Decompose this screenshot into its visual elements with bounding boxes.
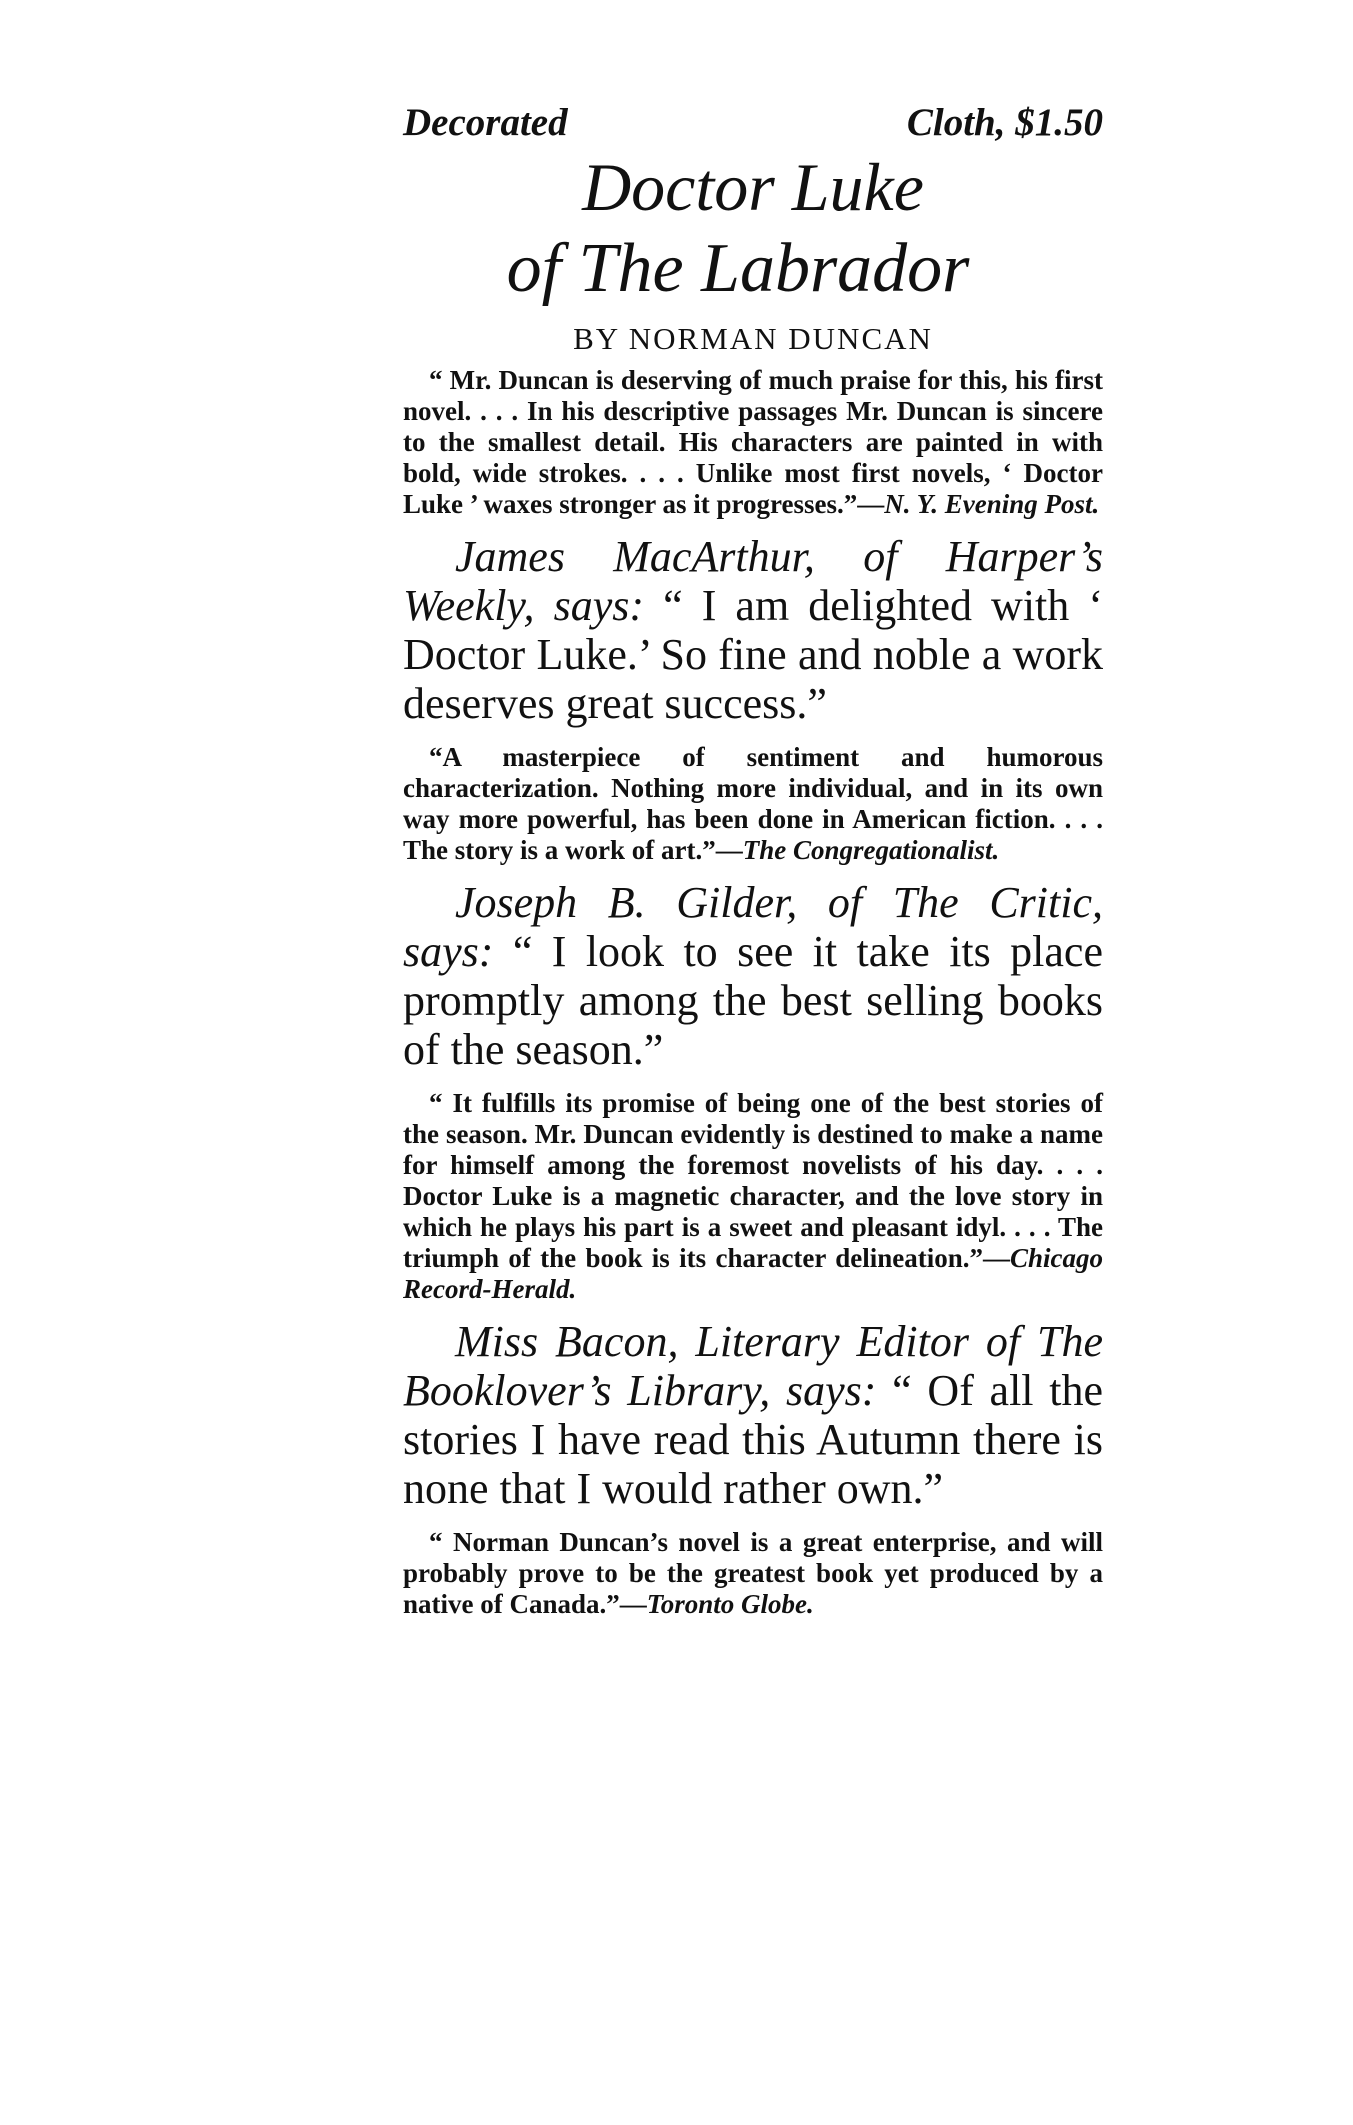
header-row [403, 100, 1103, 145]
review-text: “ Mr. Duncan is deserving of much praise for this, his first novel. . . . In his descriptive passages Mr. Duncan is sincere to the smallest detail. His characters are painted in with bold, wide strokes. . . . Unlike most first novels, ‘ Doctor Luke ’ waxes stronger as it progresses.”— [403, 365, 1103, 519]
testimonial-attribution: Miss Bacon, Literary Editor of The Booklover’s Library, says: [403, 1317, 1103, 1415]
testimonial-quote: “ I am delighted with ‘ Doctor Luke.’ So fine and noble a work deserves great success.” [403, 581, 1104, 728]
review-text: “ Norman Duncan’s novel is a great enterprise, and will probably prove to be the greatest book yet produced by a native of Canada.”— [403, 1527, 1103, 1619]
advertisement-page [403, 100, 1103, 1620]
book-title: Doctor Luke [582, 149, 924, 225]
testimonial-attribution: Joseph B. Gilder, of The Critic, says: [403, 878, 1103, 976]
book-subtitle: of The Labrador [506, 230, 970, 307]
testimonial [403, 878, 1103, 1074]
binding-label: Decorated [403, 101, 568, 144]
review-text: “A masterpiece of sentiment and humorous characterization. Nothing more individual, and in its own way more powerful, has been done in American fiction. . . . The story is a work of art.”— [403, 742, 1103, 865]
review-source: Toronto Globe. [646, 1589, 814, 1619]
review-source: Chicago Record-Herald. [403, 1243, 1103, 1304]
review-quote [403, 1527, 1103, 1620]
testimonial [403, 1317, 1103, 1513]
testimonial-quote: “ Of all the stories I have read this Autumn there is none that I would rather own.” [403, 1366, 1103, 1513]
review-quote [403, 742, 1103, 866]
testimonial-quote: “ I look to see it take its place promptly among the best selling books of the season.” [403, 927, 1103, 1074]
testimonial [403, 532, 1103, 728]
review-source: The Congregationalist. [742, 835, 1000, 865]
author-byline: BY NORMAN DUNCAN [573, 321, 933, 356]
review-quote [403, 365, 1103, 520]
review-source: N. Y. Evening Post. [884, 489, 1100, 519]
price-label: Cloth, $1.50 [906, 101, 1103, 144]
review-text: “ It fulfills its promise of being one of the best stories of the season. Mr. Duncan evidently is destined to make a name for himself among the foremost novelists of his day. . . . Doctor Luke is a magnetic character, and the love story in which he plays his part is a sweet and pleasant idyl. . . . The triumph of the book is its character delineation.”— [403, 1088, 1103, 1273]
testimonial-attribution: James MacArthur, of Harper’s Weekly, says: [403, 532, 1103, 630]
review-quote [403, 1088, 1103, 1305]
